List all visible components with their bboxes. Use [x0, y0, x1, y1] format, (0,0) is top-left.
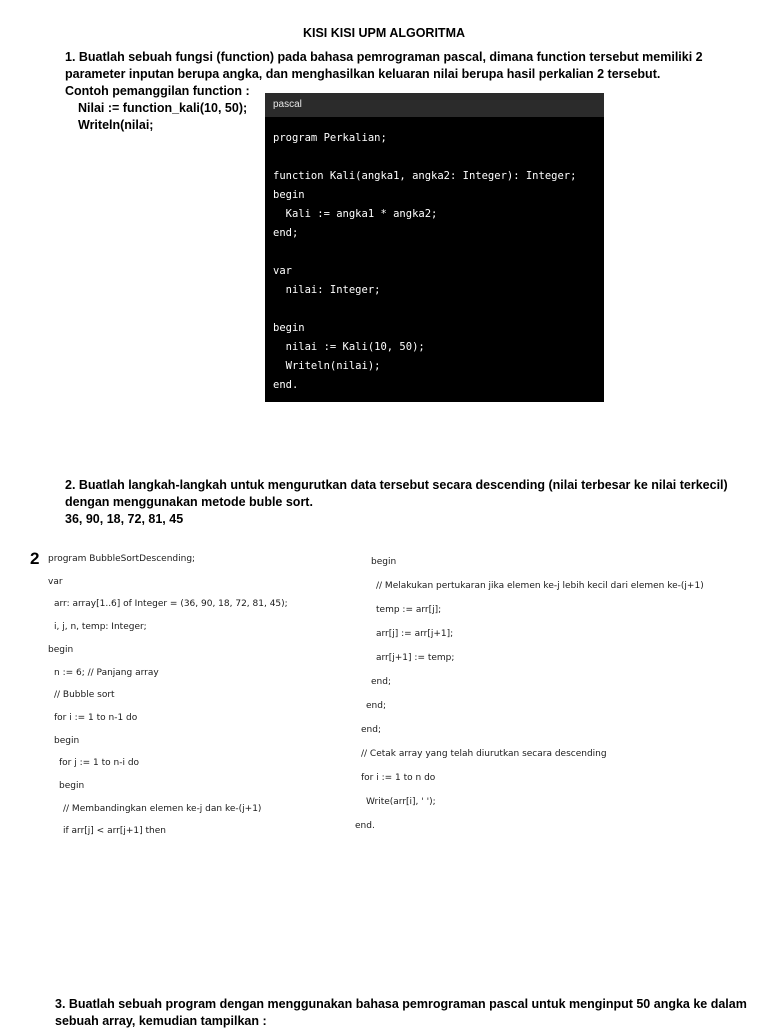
code-line: Kali := angka1 * angka2;	[273, 208, 438, 220]
code-line: // Cetak array yang telah diurutkan secara descending	[361, 749, 607, 759]
answer-2-number: 2	[30, 549, 40, 568]
code-line: end;	[361, 725, 381, 735]
code-line: begin	[59, 781, 85, 791]
code-line: function Kali(angka1, angka2: Integer): Integer;	[273, 170, 577, 182]
code-line: program Perkalian;	[273, 132, 387, 144]
code-line: var	[48, 576, 63, 587]
code-line: end;	[371, 677, 391, 687]
code-line: begin	[273, 189, 305, 201]
question-2-data: 36, 90, 18, 72, 81, 45	[65, 512, 184, 526]
code-line: Writeln(nilai);	[273, 360, 381, 372]
question-2-text: 2. Buatlah langkah-langkah untuk mengurutkan data tersebut secara descending (nilai terbesar ke nilai terkecil) dengan menggunakan metode buble sort.	[65, 478, 728, 509]
code-line: end;	[366, 701, 386, 711]
code-line	[273, 148, 604, 167]
question-2	[65, 477, 735, 528]
code-line	[273, 300, 604, 319]
call-label: Contoh pemanggilan function :	[65, 84, 250, 98]
code-line: begin	[371, 557, 397, 567]
code-line: // Membandingkan elemen ke-j dan ke-(j+1)	[63, 803, 262, 814]
code-line: n := 6; // Panjang array	[54, 667, 159, 678]
question-1-call-example	[65, 83, 265, 134]
code-body	[265, 117, 604, 395]
code-line: arr[j] := arr[j+1];	[376, 629, 454, 639]
call-line-1: Nilai := function_kali(10, 50);	[78, 101, 248, 115]
question-1-text: 1. Buatlah sebuah fungsi (function) pada bahasa pemrograman pascal, dimana function tersebut memiliki 2 parameter inputan berupa angka, dan menghasilkan keluaran nilai berupa hasil perkalian 2 tersebut.	[65, 50, 703, 81]
code-language-label: pascal	[265, 93, 604, 117]
code-line: for j := 1 to n-i do	[59, 758, 140, 769]
code-line: i, j, n, temp: Integer;	[54, 622, 147, 633]
code-line: nilai: Integer;	[273, 284, 381, 296]
code-line: program BubbleSortDescending;	[48, 554, 196, 564]
pascal-code-block	[265, 93, 604, 402]
question-3-text: 3. Buatlah sebuah program dengan menggunakan bahasa pemrograman pascal untuk menginput 50 angka ke dalam sebuah array, kemudian tampilkan :	[55, 997, 747, 1028]
code-line: end.	[273, 379, 299, 391]
code-line: end;	[273, 227, 299, 239]
code-line: nilai := Kali(10, 50);	[273, 341, 425, 353]
code-line: begin	[273, 322, 305, 334]
code-line	[273, 243, 604, 262]
code-line: Write(arr[i], ' ');	[366, 797, 436, 807]
code-line: // Bubble sort	[54, 690, 115, 701]
code-line: for i := 1 to n do	[361, 773, 436, 783]
code-line: arr: array[1..6] of Integer = (36, 90, 18, 72, 81, 45);	[54, 599, 288, 610]
code-line: arr[j+1] := temp;	[376, 653, 455, 663]
code-line: for i := 1 to n-1 do	[54, 712, 138, 723]
document-title: KISI KISI UPM ALGORITMA	[302, 26, 466, 40]
code-line: begin	[48, 644, 74, 655]
code-line: temp := arr[j];	[376, 605, 442, 615]
call-line-2: Writeln(nilai;	[78, 118, 154, 132]
code-line: end.	[355, 821, 375, 831]
code-line: // Melakukan pertukaran jika elemen ke-j lebih kecil dari elemen ke-(j+1)	[376, 581, 704, 591]
code-line: begin	[54, 735, 80, 746]
code-line: var	[273, 265, 292, 277]
code-line: if arr[j] < arr[j+1] then	[63, 826, 166, 837]
